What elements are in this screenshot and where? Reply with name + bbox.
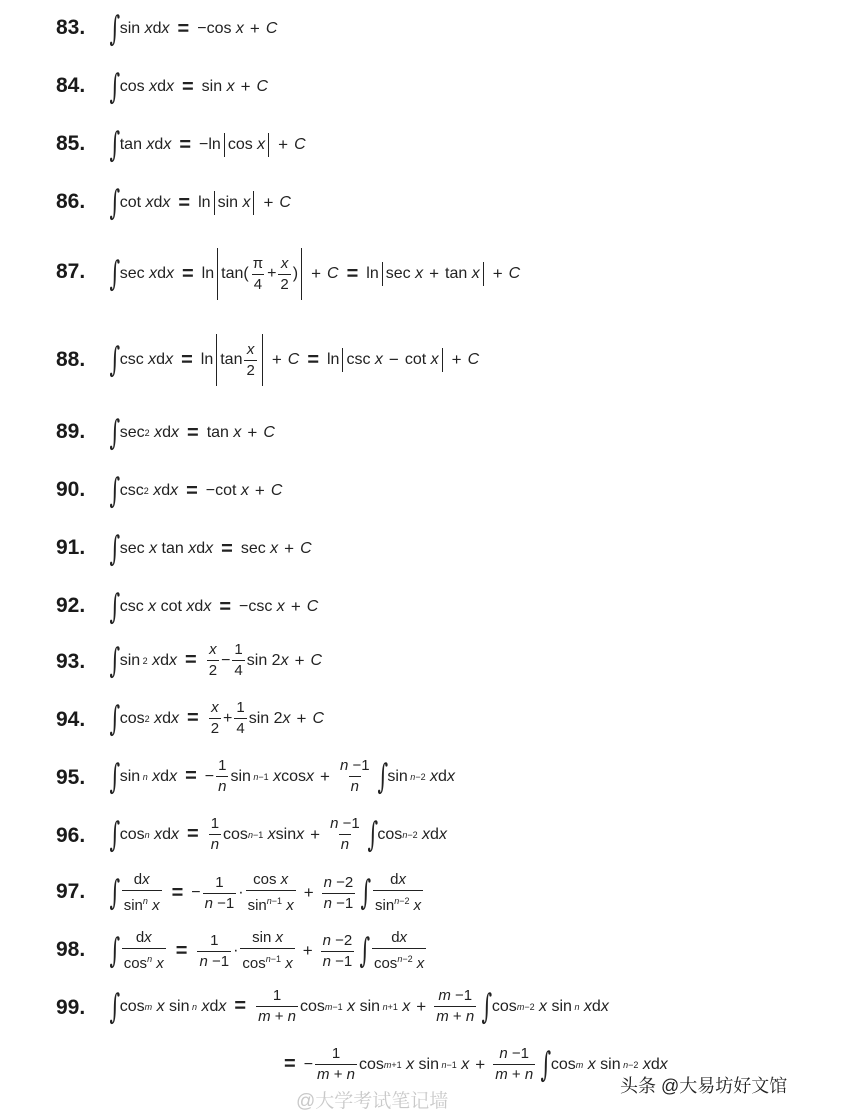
formula-number: 96. (56, 824, 86, 847)
equation: ∫ cos 2 x d x = $\frac{x}{2}$ + $\frac{1}{4}$ sin 2 x + C (109, 698, 325, 739)
equation: ∫ sec x d x = ln tan( $\frac{\pi}{4}$ + $\frac{x}{2}$ ) + C = ln sec x + tan x + C (106, 248, 520, 300)
equation: = − $\frac{1}{m + n}$ cos m+1 x sin n−1 x + $\frac{n -1}{m + n}$ ∫ cos m x sin n−2 x d x (284, 1044, 668, 1085)
formula-number: 91. (56, 536, 86, 559)
equation: ∫ $\frac{dx}{\sin^n x}$ = − $\frac{1}{n -1}$ · $\frac{\text{cos x}}{\sin^{n-1} x}$ + $\frac{n -2}{n -1}$ ∫ $\frac{dx}{\sin^{n-2} x}$ (109, 871, 422, 914)
equation: ∫ $\frac{dx}{\cos^n x}$ = $\frac{1}{n -1}$ · $\frac{\text{sin x}}{\cos^{n-1} x}$ + $\frac{n -2}{n -1}$ ∫ $\frac{dx}{\cos^{n-2} x}$ (109, 929, 425, 972)
formula-number: 89. (56, 420, 86, 443)
formula-number: 97. (56, 880, 86, 903)
equation: ∫ sec x tan x d x = sec x + C (109, 529, 312, 569)
equation: ∫ csc x cot x d x = −csc x + C (109, 587, 319, 627)
equation: ∫ cos x d x = sin x + C (109, 67, 269, 107)
formula-number: 95. (56, 766, 86, 789)
formula-number: 84. (56, 74, 86, 97)
formula-number: 94. (56, 708, 86, 731)
formula-number: 85. (56, 132, 86, 155)
formula-number: 83. (56, 16, 86, 39)
equation: ∫ cos n x d x = $\frac{1}{n}$ cos n−1 x sin x + $\frac{n -1}{n}$ ∫ cos n−2 x d x (109, 814, 447, 855)
equation: ∫ sec 2 x d x = tan x + C (109, 413, 275, 453)
equation: ∫ tan x d x = −ln cos x + C (109, 125, 306, 165)
equation: ∫ sin 2 x d x = $\frac{x}{2}$ − $\frac{1}{4}$ sin 2 x + C (109, 640, 323, 681)
formula-number: 93. (56, 650, 86, 673)
formula-number: 99. (56, 996, 86, 1019)
formula-number: 87. (56, 260, 86, 283)
equation: ∫ sin n x d x = − $\frac{1}{n}$ sin n−1 x cos x + $\frac{n -1}{n}$ ∫ sin n−2 x d x (109, 756, 455, 797)
equation: ∫ csc x d x = ln tan $\frac{x}{2}$ + C = ln csc x − cot x + C (106, 334, 479, 386)
equation: ∫ cos m x sin n x d x = $\frac{1}{m + n}$ cos m−1 x sin n+1 x + $\frac{m -1}{m + n}$ ∫ cos m−2 x sin n x d x (109, 986, 609, 1027)
formula-number: 88. (56, 348, 86, 371)
equation: ∫ csc 2 x d x = −cot x + C (109, 471, 283, 511)
formula-number: 92. (56, 594, 86, 617)
watermark-toutiao: 头条 @大易坊好文馆 (620, 1076, 788, 1096)
formula-number: 86. (56, 190, 86, 213)
equation: ∫ sin x d x = −cos x + C (109, 9, 278, 49)
equation: ∫ cot x d x = ln sin x + C (109, 183, 291, 223)
watermark-weibo: @大学考试笔记墙 (296, 1091, 449, 1112)
formula-number: 90. (56, 478, 86, 501)
formula-number: 98. (56, 938, 86, 961)
